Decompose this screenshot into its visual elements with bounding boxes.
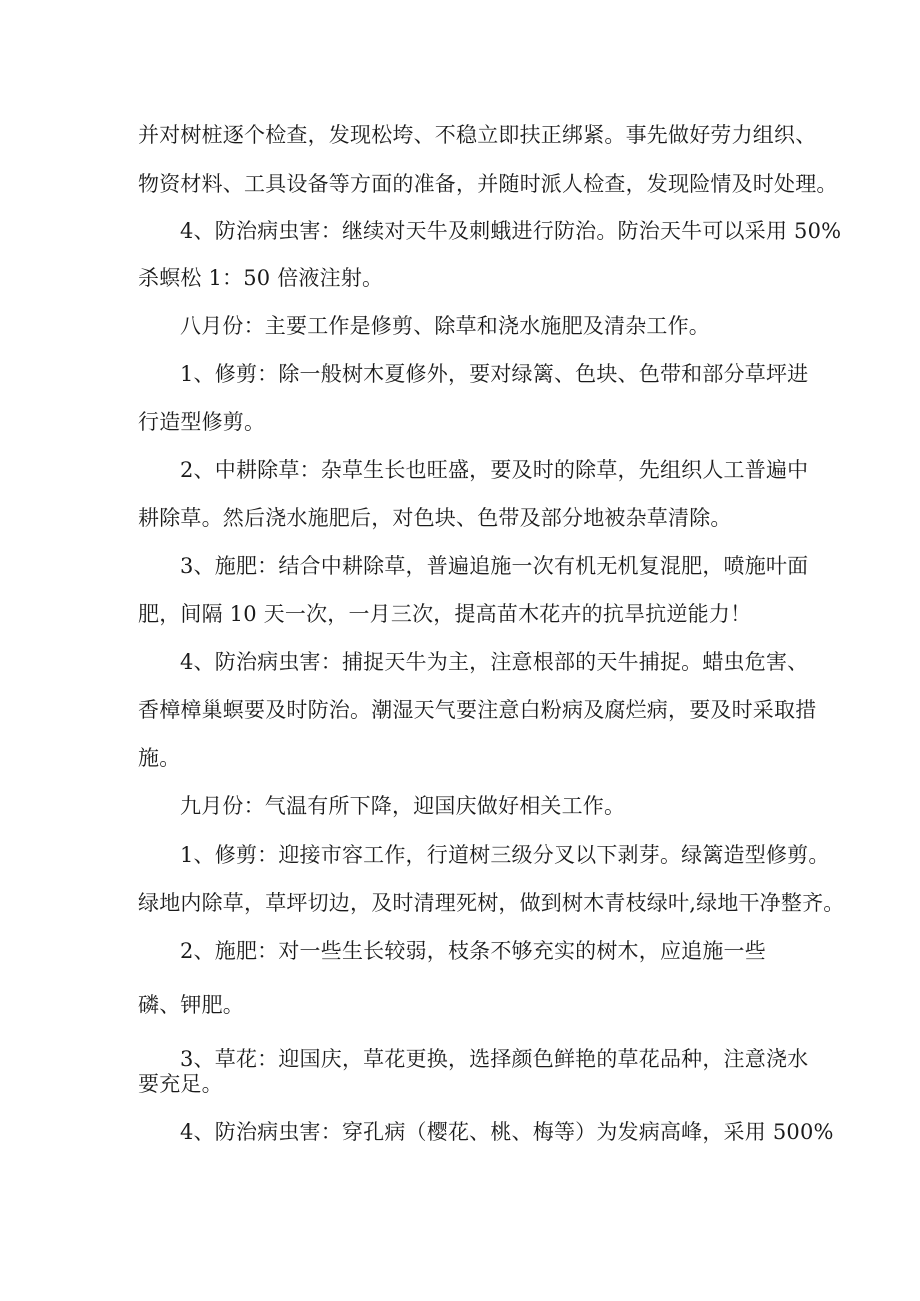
paragraph-line: 行造型修剪。: [138, 410, 266, 434]
paragraph-line: 4、防治病虫害：继续对天牛及刺蛾进行防治。防治天牛可以采用 50%: [180, 219, 842, 243]
paragraph-line: 4、防治病虫害：捕捉天牛为主，注意根部的天牛捕捉。蜡虫危害、: [180, 650, 809, 674]
paragraph-line: 4、防治病虫害：穿孔病（樱花、桃、梅等）为发病高峰，采用 500%: [180, 1120, 834, 1144]
paragraph-line: 绿地内除草，草坪切边，及时清理死树，做到树木青枝绿叶,绿地干净整齐。: [138, 891, 845, 915]
paragraph-line: 2、施肥：对一些生长较弱，枝条不够充实的树木，应追施一些: [180, 939, 766, 963]
paragraph-line: 3、施肥：结合中耕除草，普遍追施一次有机无机复混肥，喷施叶面: [180, 554, 809, 578]
section-heading-august: 八月份：主要工作是修剪、除草和浇水施肥及清杂工作。: [180, 314, 710, 338]
paragraph-line: 并对树桩逐个检查，发现松垮、不稳立即扶正绑紧。事先做好劳力组织、: [138, 123, 817, 147]
paragraph-line: 物资材料、工具设备等方面的准备，并随时派人检查，发现险情及时处理。: [138, 172, 838, 196]
paragraph-line: 肥，间隔 10 天一次，一月三次，提高苗木花卉的抗旱抗逆能力！: [138, 602, 752, 626]
section-heading-september: 九月份：气温有所下降，迎国庆做好相关工作。: [180, 794, 626, 818]
paragraph-line: 耕除草。然后浇水施肥后，对色块、色带及部分地被杂草清除。: [138, 506, 732, 530]
paragraph-line: 香樟樟巢螟要及时防治。潮湿天气要注意白粉病及腐烂病，要及时采取措: [138, 698, 817, 722]
paragraph-line: 要充足。: [138, 1072, 223, 1096]
paragraph-line: 1、修剪：除一般树木夏修外，要对绿篱、色块、色带和部分草坪进: [180, 362, 809, 386]
paragraph-line: 3、草花：迎国庆，草花更换，选择颜色鲜艳的草花品种，注意浇水: [180, 1047, 809, 1071]
paragraph-line: 磷、钾肥。: [138, 993, 244, 1017]
paragraph-line: 2、中耕除草：杂草生长也旺盛，要及时的除草，先组织人工普遍中: [180, 458, 809, 482]
paragraph-line: 施。: [138, 746, 181, 770]
paragraph-line: 杀螟松 1：50 倍液注射。: [138, 266, 384, 290]
paragraph-line: 1、修剪：迎接市容工作，行道树三级分叉以下剥芽。绿篱造型修剪。: [180, 843, 830, 867]
